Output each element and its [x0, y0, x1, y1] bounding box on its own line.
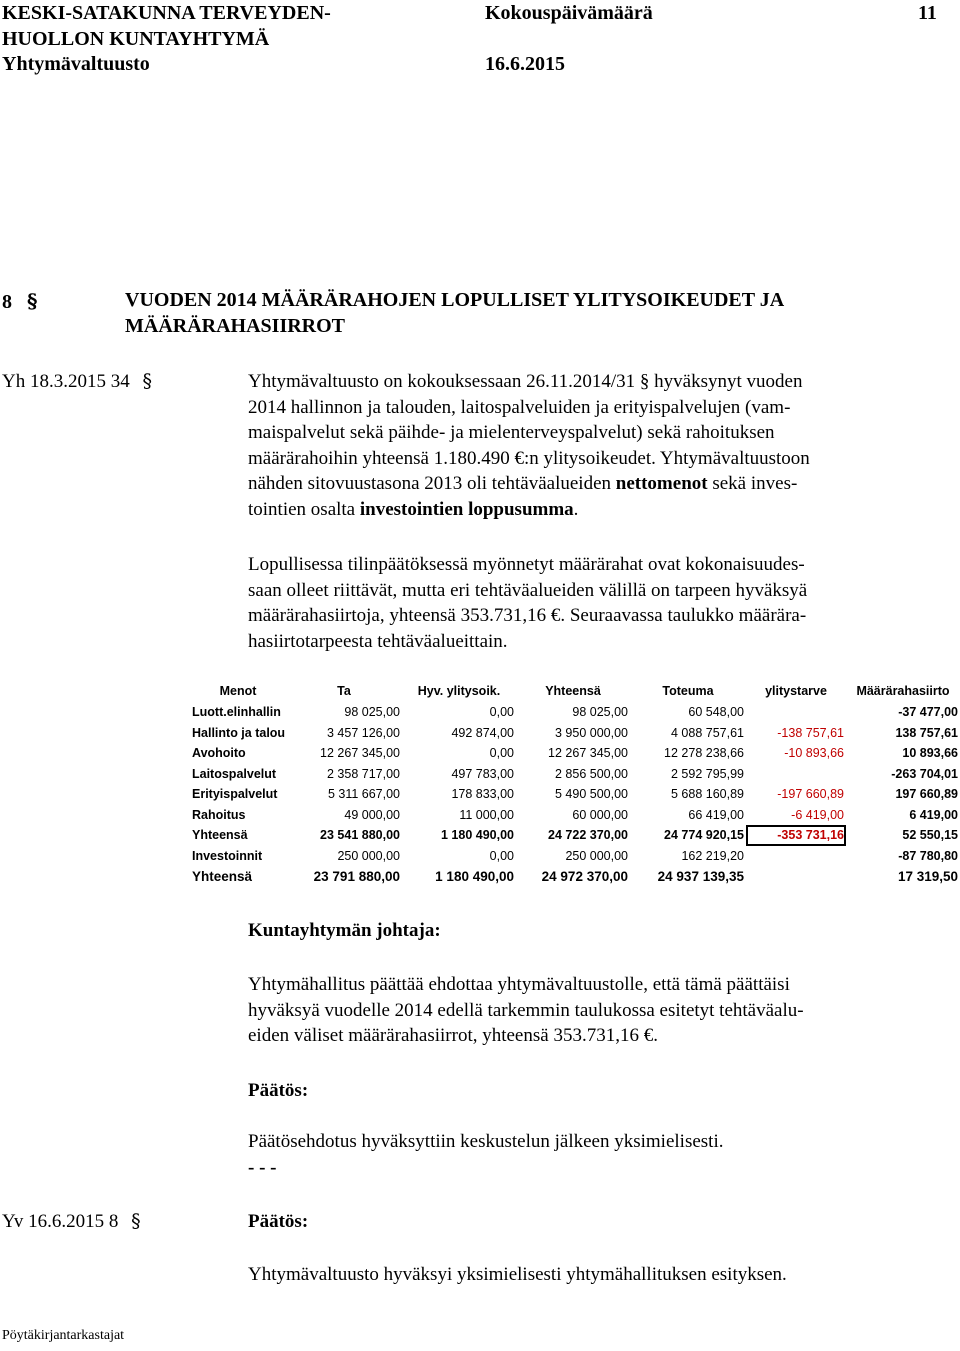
table-row: [190, 743, 960, 764]
cell-yhteensa: 98 025,00: [572, 705, 628, 720]
cell-toteuma: 12 278 238,66: [664, 746, 744, 761]
appropriation-table: [190, 680, 960, 887]
row-label: Erityispalvelut: [192, 787, 278, 802]
cell-ta: 12 267 345,00: [320, 746, 400, 761]
cell-siirto: 17 319,50: [897, 868, 958, 884]
cell-hyv: 1 180 490,00: [435, 868, 514, 884]
paragraph-line: 2014 hallinnon ja talouden, laitospalveluiden ja erityispalvelujen (vam-: [248, 396, 791, 418]
row-label: Rahoitus: [192, 807, 246, 822]
reference-yv-sign: §: [131, 1210, 141, 1232]
org-name-line2: HUOLLON KUNTAYHTYMÄ: [2, 28, 270, 50]
paragraph-line: Yhtymähallitus päättää ehdottaa yhtymävaltuustolle, että tämä päättäisi: [248, 974, 790, 995]
cell-hyv: 0,00: [489, 848, 514, 863]
cell-siirto: 10 893,66: [902, 746, 958, 761]
table-header-row: [190, 680, 960, 702]
paragraph-line: Yhtymävaltuusto on kokouksessaan 26.11.2014/31 § hyväksynyt vuoden: [248, 371, 803, 392]
director-heading: Kuntayhtymän johtaja:: [248, 920, 441, 941]
paragraph-line: Lopullisessa tilinpäätöksessä myönnetyt määrärahat ovat kokonaisuudes-: [248, 554, 805, 575]
cell-hyv: 0,00: [489, 746, 514, 761]
text-run: tointien osalta: [248, 498, 360, 520]
text-run: .: [573, 498, 579, 520]
cell-hyv: 1 180 490,00: [441, 828, 514, 843]
director-proposal: [248, 972, 926, 1049]
text-run: sekä inves-: [707, 473, 798, 494]
cell-toteuma: 66 419,00: [688, 807, 744, 822]
row-label: Hallinto ja talou: [192, 725, 286, 740]
meeting-date: 16.6.2015: [485, 53, 565, 75]
cell-siirto: -87 780,80: [898, 848, 958, 863]
cell-toteuma: 4 088 757,61: [671, 725, 744, 740]
cell-yhteensa: 3 950 000,00: [555, 725, 628, 740]
cell-siirto: 6 419,00: [909, 807, 958, 822]
cell-toteuma: 2 592 795,99: [671, 766, 744, 781]
cell-yhteensa: 5 490 500,00: [555, 787, 628, 802]
section-sign: §: [27, 289, 38, 313]
col-header: Menot: [219, 684, 257, 698]
table-row: [190, 805, 960, 826]
page-number: 11: [918, 2, 937, 24]
paragraph-line: saan olleet riittävät, mutta eri tehtäväalueiden välillä on tarpeen hyväksyä: [248, 579, 808, 601]
row-label: Luott.elinhallin: [192, 705, 281, 720]
cell-ta: 23 541 880,00: [320, 828, 400, 843]
decision-separator: - - -: [248, 1157, 277, 1178]
reference-yv-label: Yv 16.6.2015 8: [2, 1211, 119, 1232]
cell-hyv: 178 833,00: [451, 787, 514, 802]
bold-term-nettomenot: nettomenot: [615, 473, 708, 494]
reference-yh: [2, 369, 152, 395]
section-title-line1: VUODEN 2014 MÄÄRÄRAHOJEN LOPULLISET YLITYSOIKEUDET JA: [125, 289, 785, 311]
row-label: Investoinnit: [192, 848, 263, 863]
investments-row: [190, 846, 960, 867]
cell-toteuma: 24 937 139,35: [657, 868, 744, 884]
bold-term-investments: investointien loppusumma: [359, 498, 574, 520]
cell-ylitystarve: [746, 866, 846, 887]
row-label: Avohoito: [192, 746, 246, 761]
decision-heading: Päätös:: [248, 1080, 309, 1101]
row-label: Yhteensä: [192, 868, 253, 884]
cell-yhteensa: 12 267 345,00: [548, 746, 628, 761]
cell-siirto: -263 704,01: [891, 766, 958, 781]
cell-ta: 2 358 717,00: [327, 766, 400, 781]
paragraph-line: hasiirtotarpeesta tehtäväalueittain.: [248, 630, 508, 652]
cell-siirto: -37 477,00: [898, 705, 958, 720]
paragraph-line: eiden väliset määrärahasiirrot, yhteensä 353.731,16 €.: [248, 1025, 658, 1046]
decision-text: Päätösehdotus hyväksyttiin keskustelun jälkeen yksimielisesti.: [248, 1131, 724, 1152]
cell-ylitystarve: -197 660,89: [777, 787, 844, 802]
decision2-heading: Päätös:: [248, 1211, 309, 1232]
paragraph-line: [248, 471, 926, 497]
row-label: Laitospalvelut: [192, 766, 277, 781]
footer-reviewers: Pöytäkirjantarkastajat: [2, 1328, 125, 1343]
cell-siirto: 197 660,89: [895, 787, 958, 802]
paragraph-line: [248, 497, 926, 523]
cell-hyv: 497 783,00: [451, 766, 514, 781]
cell-hyv: 11 000,00: [459, 807, 514, 822]
cell-yhteensa: 24 722 370,00: [548, 828, 628, 843]
cell-ta: 23 791 880,00: [313, 868, 400, 884]
col-header: ylitystarve: [765, 684, 827, 698]
cell-toteuma: 24 774 920,15: [664, 828, 744, 843]
cell-siirto: 52 550,15: [902, 828, 958, 843]
cell-yhteensa: 60 000,00: [572, 807, 628, 822]
cell-ylitystarve: -10 893,66: [784, 746, 844, 761]
table-row: [190, 784, 960, 805]
cell-ylitystarve: -138 757,61: [777, 725, 844, 740]
col-header: Hyv. ylitysoik.: [417, 684, 501, 698]
paragraph-transfers: [248, 552, 926, 654]
cell-toteuma: 162 219,20: [681, 848, 744, 863]
decision2-text: Yhtymävaltuusto hyväksyi yksimielisesti yhtymähallituksen esityksen.: [248, 1264, 787, 1285]
cell-yhteensa: 250 000,00: [565, 848, 628, 863]
cell-ta: 250 000,00: [337, 848, 400, 863]
cell-ylitystarve: -6 419,00: [791, 807, 844, 822]
reference-yv: [2, 1209, 141, 1235]
table-row: [190, 764, 960, 785]
cell-yhteensa: 2 856 500,00: [555, 766, 628, 781]
section-title-line2: MÄÄRÄRAHASIIRROT: [125, 315, 346, 337]
cell-ylitystarve: [746, 764, 846, 785]
cell-ylitystarve: [746, 702, 846, 723]
org-body: Yhtymävaltuusto: [2, 53, 150, 75]
cell-ta: 98 025,00: [344, 705, 400, 720]
subtotal-row: [190, 825, 960, 846]
row-label: Yhteensä: [192, 828, 248, 843]
col-header: Ta: [337, 684, 351, 698]
total-row: [190, 866, 960, 887]
paragraph-line: määrärahasiirtoja, yhteensä 353.731,16 €. Seuraavassa taulukko määrära-: [248, 605, 807, 626]
cell-ta: 3 457 126,00: [327, 725, 400, 740]
cell-toteuma: 5 688 160,89: [671, 787, 744, 802]
cell-ta: 49 000,00: [344, 807, 400, 822]
reference-yh-sign: §: [142, 370, 152, 392]
reference-yh-label: Yh 18.3.2015 34: [2, 371, 130, 392]
table-row: [190, 723, 960, 744]
cell-ylitystarve: [746, 846, 846, 867]
cell-ylitystarve-total: -353 731,16: [746, 825, 846, 846]
section-number: [2, 289, 37, 314]
col-header: Toteuma: [662, 684, 714, 698]
meeting-date-label: Kokouspäivämäärä: [485, 2, 653, 24]
section-number-value: 8: [2, 291, 12, 313]
cell-yhteensa: 24 972 370,00: [541, 868, 628, 884]
table-row: [190, 702, 960, 723]
paragraph-line: hyväksyä vuodelle 2014 edellä tarkemmin taulukossa esitetyt tehtäväalu-: [248, 999, 804, 1021]
paragraph-line: maispalvelut sekä päihde- ja mielenterveyspalvelut) sekä rahoituksen: [248, 422, 775, 443]
col-header: Yhteensä: [545, 684, 601, 698]
cell-ta: 5 311 667,00: [327, 787, 400, 802]
org-name-line1: KESKI-SATAKUNNA TERVEYDEN-: [2, 2, 331, 24]
col-header: Määrärahasiirto: [856, 684, 950, 698]
cell-hyv: 0,00: [489, 705, 514, 720]
text-run: nähden sitovuustasona 2013 oli tehtäväalueiden: [248, 473, 616, 494]
cell-hyv: 492 874,00: [451, 725, 514, 740]
cell-siirto: 138 757,61: [895, 725, 958, 740]
cell-toteuma: 60 548,00: [688, 705, 744, 720]
paragraph-background: [248, 369, 926, 522]
paragraph-line: määrärahoihin yhteensä 1.180.490 €:n ylitysoikeudet. Yhtymävaltuustoon: [248, 447, 810, 469]
